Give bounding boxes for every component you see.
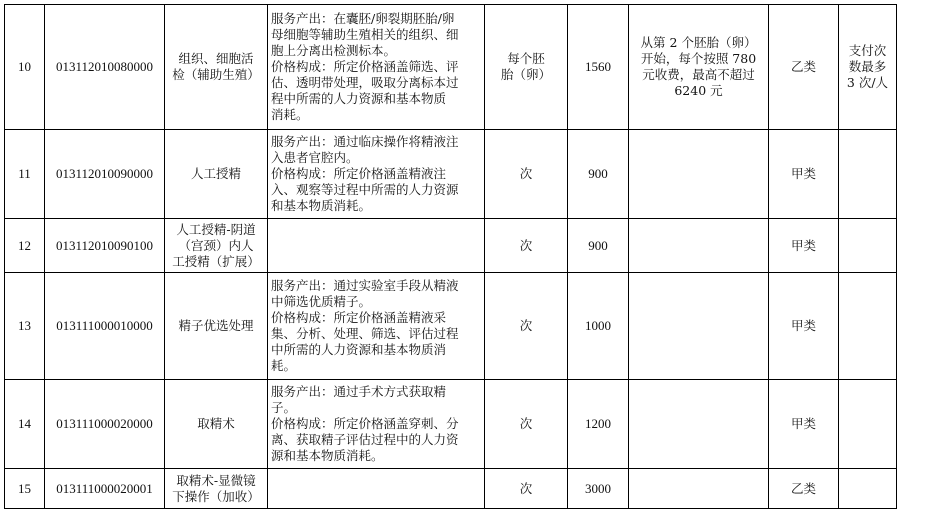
insurance-category: 甲类 (769, 219, 839, 273)
item-code: 013112010080000 (45, 5, 165, 130)
item-description-line: 集、分析、处理、筛选、评估过程 (271, 326, 459, 341)
table-row (5, 380, 897, 469)
item-description (268, 130, 485, 219)
pricing-note-line: 开始，每个按照 780 (640, 51, 757, 66)
pricing-unit-line: 胎（卵） (500, 67, 551, 82)
item-name (165, 5, 268, 130)
item-name (165, 469, 268, 509)
pricing-note (629, 273, 769, 380)
item-name (165, 130, 268, 219)
remark (839, 273, 897, 380)
insurance-category: 甲类 (769, 273, 839, 380)
table-row (5, 273, 897, 380)
insurance-category: 甲类 (769, 380, 839, 469)
pricing-unit (485, 219, 568, 273)
remark (839, 5, 897, 130)
item-name-line: 工授精（扩展） (172, 253, 260, 269)
pricing-unit-line: 次 (519, 318, 533, 333)
item-description-line: 母细胞等辅助生殖相关的组织、细 (271, 27, 459, 42)
pricing-note (629, 219, 769, 273)
item-code: 013111000020001 (45, 469, 165, 509)
item-code: 013111000010000 (45, 273, 165, 380)
item-name-line: （宫颈）内人 (178, 237, 254, 253)
pricing-unit (485, 380, 568, 469)
remark-line: 3 次/人 (846, 75, 889, 90)
item-description (268, 273, 485, 380)
item-description-line: 离、获取精子评估过程中的人力资 (271, 432, 459, 447)
pricing-unit-line: 每个胚 (507, 51, 545, 66)
remark-line: 支付次 (848, 43, 887, 58)
remark (839, 130, 897, 219)
pricing-unit-line: 次 (519, 166, 533, 181)
table-row (5, 130, 897, 219)
item-description-line: 源和基本物质消耗。 (271, 448, 384, 463)
item-name (165, 273, 268, 380)
pricing-unit (485, 273, 568, 380)
table-row (5, 5, 897, 130)
row-number: 11 (5, 130, 45, 219)
item-description-line: 入患者官腔内。 (271, 150, 359, 165)
item-description-line: 入、观察等过程中所需的人力资源 (271, 182, 459, 197)
price: 1200 (568, 380, 629, 469)
pricing-note-line: 元收费，最高不超过 (642, 67, 755, 82)
pricing-note (629, 380, 769, 469)
pricing-unit-line: 次 (519, 416, 533, 431)
fee-table (4, 4, 897, 509)
item-description-line: 估、透明带处理，吸取分离标本过 (271, 75, 459, 90)
item-description (268, 5, 485, 130)
item-code: 013111000020000 (45, 380, 165, 469)
item-description-line: 价格构成：所定价格涵盖精液采 (271, 310, 447, 325)
item-description-line: 服务产出：在囊胚/卵裂期胚胎/卵 (271, 11, 455, 26)
table-row (5, 219, 897, 273)
pricing-note (629, 5, 769, 130)
item-name-line: 精子优选处理 (178, 318, 254, 333)
price: 3000 (568, 469, 629, 509)
row-number: 15 (5, 469, 45, 509)
pricing-unit (485, 130, 568, 219)
item-description-line: 中所需的人力资源和基本物质消 (271, 342, 447, 357)
item-code: 013112010090100 (45, 219, 165, 273)
item-description-line: 服务产出：通过临床操作将精液注 (271, 134, 459, 149)
price: 900 (568, 130, 629, 219)
item-name-line: 取精术-显微镜 (176, 472, 256, 488)
pricing-unit-line: 次 (519, 480, 533, 496)
item-name-line: 人工授精-阴道 (176, 221, 256, 237)
item-name-line: 检（辅助生殖） (172, 67, 260, 82)
item-description-line: 子。 (271, 400, 297, 415)
pricing-unit-line: 次 (519, 237, 533, 253)
item-description-line: 和基本物质消耗。 (271, 198, 372, 213)
item-code: 013112010090000 (45, 130, 165, 219)
row-number: 13 (5, 273, 45, 380)
item-description-line: 中筛选优质精子。 (271, 294, 372, 309)
item-description (268, 469, 485, 509)
item-name-line: 人工授精 (190, 166, 241, 181)
item-description-line: 服务产出：通过实验室手段从精液 (271, 278, 459, 293)
item-description-line: 服务产出：通过手术方式获取精 (271, 384, 447, 399)
item-description-line: 耗。 (271, 358, 297, 373)
price: 1000 (568, 273, 629, 380)
insurance-category: 乙类 (769, 469, 839, 509)
item-name (165, 219, 268, 273)
item-description-line: 胞上分离出检测标本。 (271, 43, 397, 58)
price: 1560 (568, 5, 629, 130)
item-name-line: 下操作（加收） (172, 488, 260, 504)
pricing-note-line: 6240 元 (674, 83, 723, 98)
row-number: 14 (5, 380, 45, 469)
item-description-line: 价格构成：所定价格涵盖筛选、评 (271, 59, 459, 74)
row-number: 10 (5, 5, 45, 130)
item-description (268, 219, 485, 273)
item-description-line: 程中所需的人力资源和基本物质 (271, 91, 447, 106)
pricing-note-line: 从第 2 个胚胎（卵） (640, 35, 757, 50)
pricing-unit (485, 469, 568, 509)
remark (839, 469, 897, 509)
item-name-line: 取精术 (197, 416, 235, 431)
price: 900 (568, 219, 629, 273)
item-description-line: 价格构成：所定价格涵盖精液注 (271, 166, 447, 181)
pricing-note (629, 130, 769, 219)
item-description-line: 价格构成：所定价格涵盖穿刺、分 (271, 416, 459, 431)
item-description-line: 消耗。 (271, 107, 309, 122)
insurance-category: 甲类 (769, 130, 839, 219)
item-name-line: 组织、细胞活 (178, 51, 254, 66)
pricing-note (629, 469, 769, 509)
remark-line: 数最多 (848, 59, 887, 74)
table-row (5, 469, 897, 509)
remark (839, 380, 897, 469)
insurance-category: 乙类 (769, 5, 839, 130)
item-name (165, 380, 268, 469)
item-description (268, 380, 485, 469)
pricing-unit (485, 5, 568, 130)
remark (839, 219, 897, 273)
row-number: 12 (5, 219, 45, 273)
